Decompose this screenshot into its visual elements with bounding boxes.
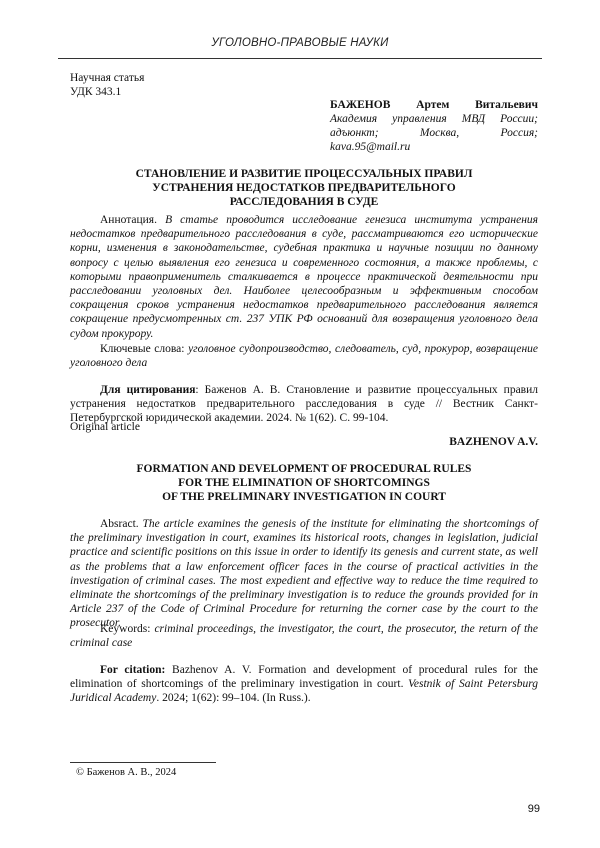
author-block-ru — [330, 98, 538, 154]
title-ru-line: РАССЛЕДОВАНИЯ В СУДЕ — [70, 195, 538, 209]
title-ru-line: СТАНОВЛЕНИЕ И РАЗВИТИЕ ПРОЦЕССУАЛЬНЫХ ПРАВИЛ — [70, 167, 538, 181]
article-title-ru — [70, 167, 538, 209]
author-first-name: Артем — [416, 98, 449, 112]
udc-code: УДК 343.1 — [70, 85, 144, 99]
title-en-line: OF THE PRELIMINARY INVESTIGATION IN COURT — [70, 490, 538, 504]
citation-ru-label: Для цитирования — [100, 384, 195, 396]
citation-ru-text: : Баженов А. В. Становление и развитие процессуальных правил устранения недостатков предварительного расследования в суде // Вестник Санкт-Петербургской юридической академии. 2024. № 1(62). С. 99-104. — [70, 384, 538, 424]
abstract-en — [70, 517, 538, 631]
header-rule — [58, 58, 542, 59]
title-en-line: FOR THE ELIMINATION OF SHORTCOMINGS — [70, 476, 538, 490]
keywords-ru-text: уголовное судопроизводство, следователь, суд, прокурор, возвращение уголовного дела — [70, 343, 538, 369]
author-affiliation-line1: Академия управления МВД России; — [330, 112, 538, 126]
keywords-en-text: criminal proceedings, the investigator, the court, the prosecutor, the return of the criminal case — [70, 623, 538, 649]
keywords-en-label: Keywords: — [100, 623, 150, 635]
author-patronymic: Витальевич — [475, 98, 538, 112]
keywords-ru — [70, 342, 538, 370]
author-name-ru — [330, 98, 538, 112]
citation-en-journal: Vestnik of Saint Petersburg Juridical Academy — [70, 678, 538, 704]
keywords-en — [70, 622, 538, 650]
article-type: Научная статья — [70, 71, 144, 85]
original-article-label: Original article — [70, 421, 140, 433]
citation-en-text-after: . 2024; 1(62): 99–104. (In Russ.). — [156, 692, 310, 704]
citation-en-text-before: Bazhenov A. V. Formation and development of procedural rules for the elimination of shortcomings of the preliminary investigation in court. — [70, 664, 538, 690]
author-name-en: BAZHENOV A.V. — [330, 436, 538, 448]
journal-page — [0, 0, 600, 848]
footnote-rule — [70, 762, 216, 763]
citation-ru — [70, 383, 538, 426]
article-meta — [70, 71, 144, 99]
title-en-line: FORMATION AND DEVELOPMENT OF PROCEDURAL RULES — [70, 462, 538, 476]
citation-en-label: For citation: — [100, 664, 165, 676]
article-title-en — [70, 462, 538, 504]
copyright-notice: © Баженов А. В., 2024 — [76, 767, 176, 778]
citation-en — [70, 663, 538, 706]
abstract-en-label: Absract. — [100, 518, 139, 530]
abstract-en-text: The article examines the genesis of the institute for eliminating the shortcomings of the preliminary investigation in court, examines its historical roots, changes in legislation, judicial practice and scientific positions on this issue in order to identify its genesis and current state, as well as the problems that a law enforcement officer faces in the course of practical activities in the investigation of criminal cases. The most expedient and effective way to reduce the time required to eliminate the shortcomings of the preliminary investigation is to reduce the grounds provided for in Article 237 of the Code of Criminal Procedure for returning the corner case by the court to the prosecutor. — [70, 518, 538, 629]
author-affiliation-line2: адъюнкт; Москва, Россия; — [330, 126, 538, 140]
abstract-ru-label: Аннотация. — [100, 214, 157, 226]
author-email[interactable]: kava.95@mail.ru — [330, 140, 538, 154]
running-head: УГОЛОВНО-ПРАВОВЫЕ НАУКИ — [58, 37, 542, 49]
abstract-ru — [70, 213, 538, 341]
author-surname: БАЖЕНОВ — [330, 98, 390, 112]
abstract-ru-text: В статье проводится исследование генезиса института устранения недостатков предварительного расследования в суде, рассматриваются его исторические корни, изменения в законодательстве, судебная практика и научные позиции по данному вопросу с целью выявления его генезиса и современного состояния, а также проблемы, с которыми правоприменитель сталкивается в процессе практической деятельности при расследовании уголовных дел. Наиболее целесообразным и эффективным способом сокращения сроков устранения недостатков предварительного расследования является сокращение предусмотренных ст. 237 УПК РФ оснований для возвращения уголовного дела судом прокурору. — [70, 214, 538, 340]
page-number: 99 — [528, 803, 540, 815]
title-ru-line: УСТРАНЕНИЯ НЕДОСТАТКОВ ПРЕДВАРИТЕЛЬНОГО — [70, 181, 538, 195]
keywords-ru-label: Ключевые слова: — [100, 343, 184, 355]
